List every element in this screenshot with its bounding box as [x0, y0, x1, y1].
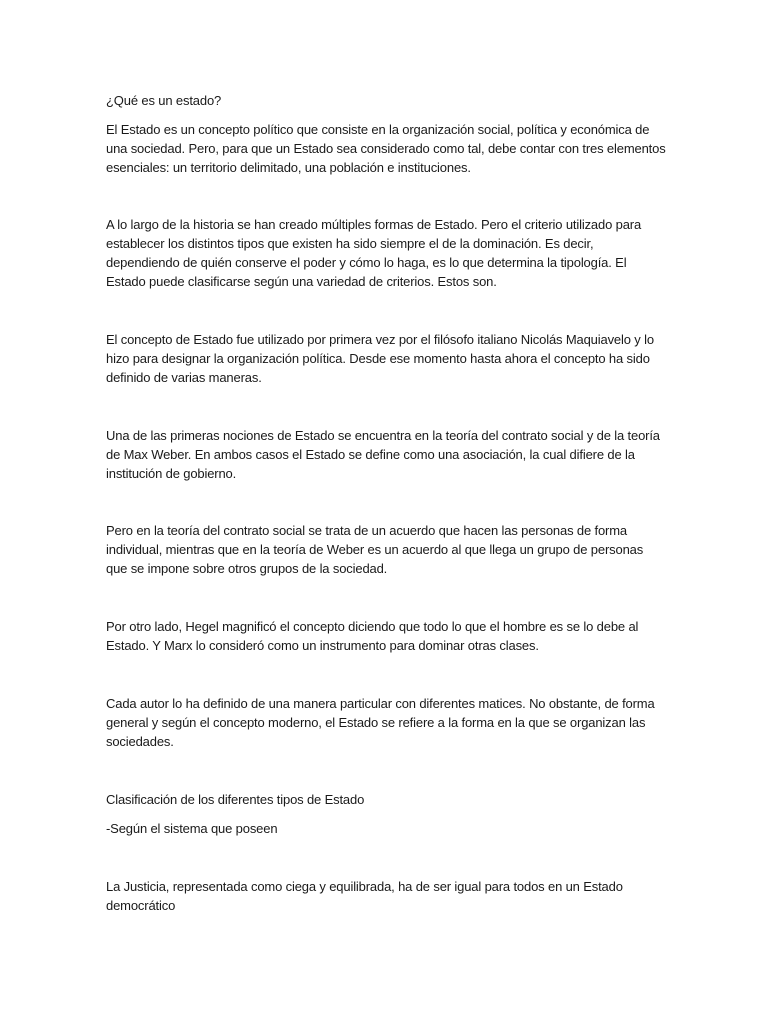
image-caption: La Justicia, representada como ciega y equilibrada, ha de ser igual para todos en un Estado democrático: [106, 879, 623, 913]
paragraph-contract-weber: Una de las primeras nociones de Estado se encuentra en la teoría del contrato social y de la teoría de Max Weber. En ambos casos el Estado se define como una asociación, la cual difiere de la institución de gobierno.: [106, 428, 660, 481]
paragraph-social-contract: Pero en la teoría del contrato social se trata de un acuerdo que hacen las personas de forma individual, mientras que en la teoría de Weber es un acuerdo al que llega un grupo de personas que se impone sobre otros grupos de la sociedad.: [106, 523, 644, 576]
paragraph-definition: El Estado es un concepto político que consiste en la organización social, política y económica de una sociedad. Pero, para que un Estado sea considerado como tal, debe contar con tres elementos esenciales: un territorio delimitado, una población e instituciones.: [106, 122, 666, 175]
paragraph-hegel-marx: Por otro lado, Hegel magnificó el concepto diciendo que todo lo que el hombre es se lo debe al Estado. Y Marx lo consideró como un instrumento para dominar otras clases.: [106, 619, 639, 653]
paragraph-maquiavelo: El concepto de Estado fue utilizado por primera vez por el filósofo italiano Nicolás Maquiavelo y lo hizo para designar la organización política. Desde ese momento hasta ahora el concepto ha sido definido de varias maneras.: [106, 332, 654, 385]
paragraph-history: A lo largo de la historia se han creado múltiples formas de Estado. Pero el criterio utilizado para establecer los distintos tipos que existen ha sido siempre el de la dominación. Es decir, dependiendo de quién conserve el poder y cómo lo haga, es lo que determina la tipología. El Estado puede clasificarse según una variedad de criterios. Estos son.: [106, 217, 642, 289]
section-heading: Clasificación de los diferentes tipos de Estado: [106, 792, 365, 807]
paragraph-authors: Cada autor lo ha definido de una manera particular con diferentes matices. No obstante, de forma general y según el concepto moderno, el Estado se refiere a la forma en la que se organizan las sociedades.: [106, 696, 655, 749]
subheading: -Según el sistema que poseen: [106, 821, 278, 836]
document-title: ¿Qué es un estado?: [106, 93, 222, 108]
